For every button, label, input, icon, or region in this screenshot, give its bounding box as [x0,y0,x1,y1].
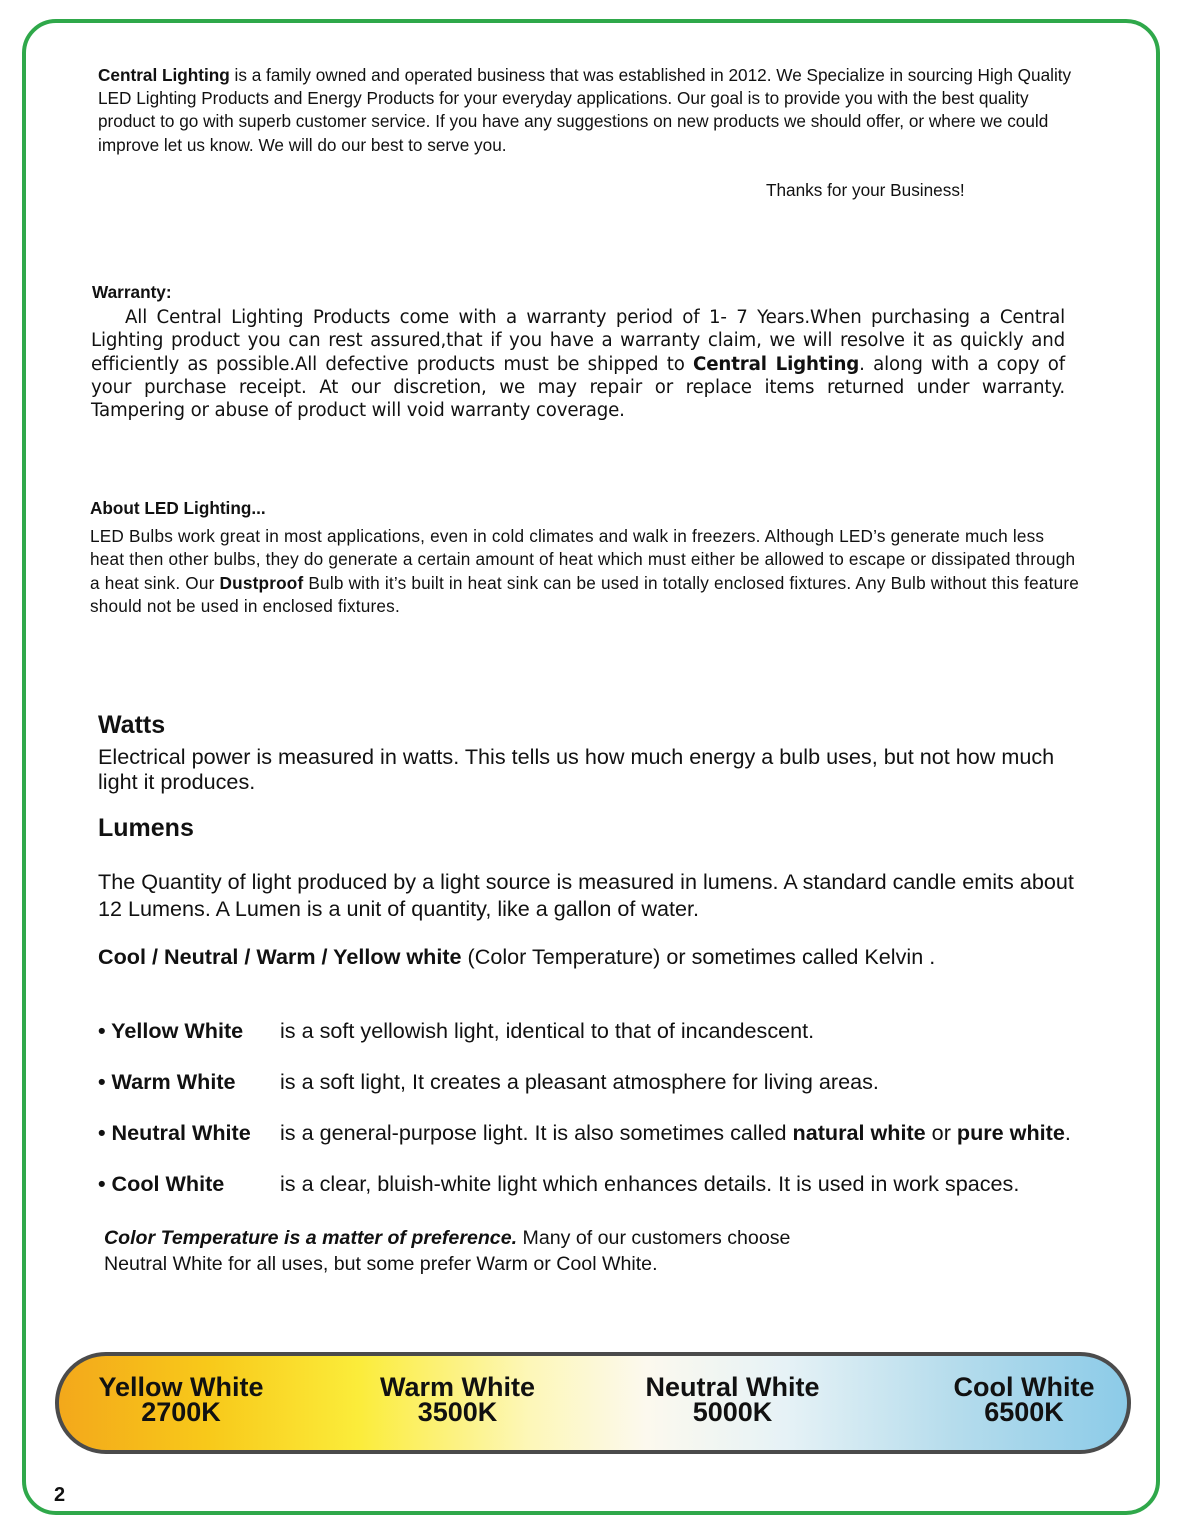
page-number: 2 [54,1484,66,1506]
color-temp-rest: (Color Temperature) or sometimes called Kelvin . [461,944,936,969]
bullet-label: • Cool White [98,1171,225,1196]
bullet-yellow-white [98,1018,814,1044]
warranty-company: Central Lighting [693,353,860,375]
about-text-2: Bulb with it’s built in heat sink can be used in totally enclosed fixtures. Any Bulb without this feature should not be used in enclosed fixtures. [90,572,1080,616]
bullet-text: is a soft light, It creates a pleasant atmosphere for living areas. [280,1069,879,1094]
bullet-text: is a clear, bluish-white light which enhances details. It is used in work spaces. [280,1171,1020,1196]
bullet-text: is a soft yellowish light, identical to that of incandescent. [280,1018,815,1043]
color-temp-line [98,944,935,970]
color-temp-bold: Cool / Neutral / Warm / Yellow white [98,944,462,969]
warranty-text-2: . along with a copy of your purchase receipt. At our discretion, we may repair or replace items returned under warranty. Tampering or abuse of product will void warranty coverage. [91,353,1066,422]
about-text-1: LED Bulbs work great in most applications, even in cold climates and walk in freezers. Although LED’s generate much less heat then other bulbs, they do generate a certain amount of heat which must either be allowed to escape or dissipated through a heat sink. Our [90,526,1076,593]
scale-name: Warm White [380,1372,535,1402]
scale-item-yellow-white [70,1372,292,1427]
watts-text: Electrical power is measured in watts. This tells us how much energy a bulb uses, but not how much light it produces. [98,744,1055,794]
scale-kelvin: 2700K [141,1397,221,1427]
bullet-cool-white [98,1171,1019,1197]
warranty-heading: Warranty: [92,282,172,302]
about-product: Dustproof [219,572,304,593]
bullet-text: . [1064,1120,1071,1145]
preference-emphasis: Color Temperature is a matter of preference. [104,1227,518,1249]
company-name: Central Lighting [98,65,230,85]
about-paragraph [90,525,1080,618]
scale-name: Yellow White [98,1372,264,1402]
scale-item-warm-white [350,1372,565,1427]
preference-text-1: Many of our customers choose [517,1227,791,1249]
scale-name: Neutral White [645,1372,820,1402]
lumens-text: The Quantity of light produced by a light source is measured in lumens. A standard candle emits about 12 Lumens. A Lumen is a unit of quantity, like a gallon of water. [98,869,1074,921]
bullet-warm-white [98,1069,879,1095]
preference-text-2: Neutral White for all uses, but some prefer Warm or Cool White. [104,1252,658,1275]
bullet-bold: natural white [792,1120,926,1145]
scale-item-cool-white [920,1372,1128,1427]
bullet-bold: pure white [956,1120,1065,1145]
scale-name: Cool White [953,1372,1095,1402]
bullet-text: is a general-purpose light. It is also sometimes called [280,1120,793,1145]
lumens-heading: Lumens [98,814,194,842]
thanks-note: Thanks for your Business! [766,180,965,200]
scale-item-neutral-white [620,1372,845,1427]
bullet-label: • Warm White [98,1069,236,1094]
scale-kelvin: 6500K [984,1397,1064,1427]
bullet-text: or [925,1120,957,1145]
bullet-label: • Yellow White [98,1018,244,1043]
warranty-paragraph [91,306,1065,422]
about-heading: About LED Lighting... [90,498,266,518]
bullet-label: • Neutral White [98,1120,251,1145]
intro-paragraph [98,64,1083,157]
preference-note [104,1226,790,1277]
intro-text: is a family owned and operated business that was established in 2012. We Specialize in sourcing High Quality LED Lighting Products and Energy Products for your everyday applications. Our goal is to provide you with the best quality product to go with superb customer service. If you have any suggestions on new products we should offer, or where we could improve let us know. We will do our best to serve you. [98,65,1072,155]
watts-heading: Watts [98,711,166,739]
bullet-neutral-white [98,1120,1071,1146]
warranty-text-1: All Central Lighting Products come with a warranty period of 1- 7 Years.When purchasing a Central Lighting product you can rest assured,that if you have a warranty claim, we will resolve it as quickly and efficiently as possible.All defective products must be shipped to [91,307,1065,375]
scale-kelvin: 5000K [692,1397,773,1427]
scale-kelvin: 3500K [417,1397,498,1427]
